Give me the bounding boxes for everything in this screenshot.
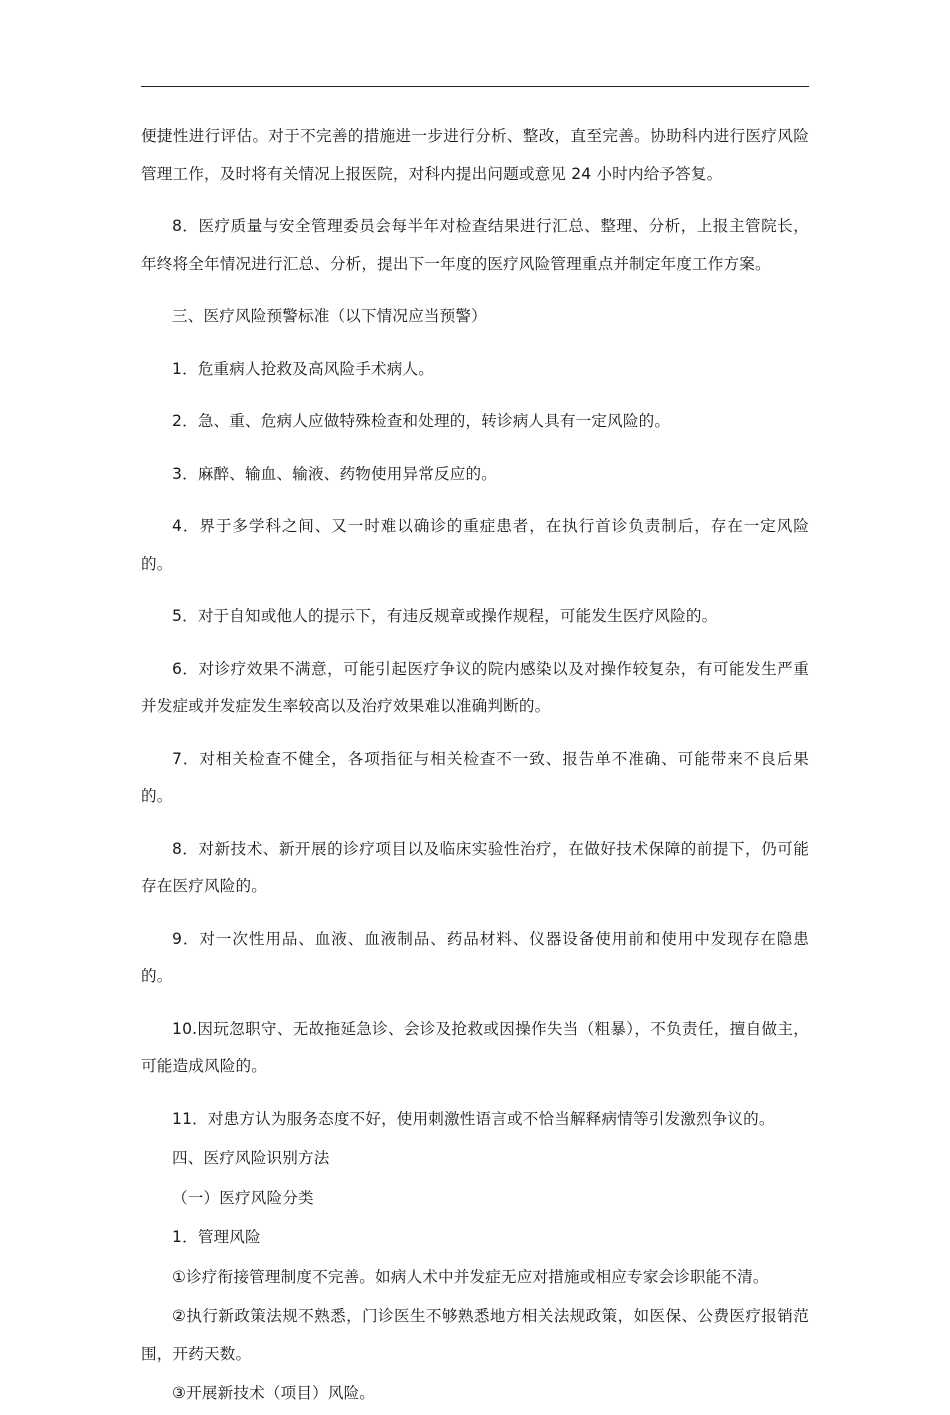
list-item: 2．急、重、危病人应做特殊检查和处理的，转诊病人具有一定风险的。: [172, 412, 671, 430]
list-item: ①诊疗衔接管理制度不完善。如病人术中并发症无应对措施或相应专家会诊职能不清。: [172, 1267, 769, 1286]
list-item: 6．对诊疗效果不满意，可能引起医疗争议的院内感染以及对操作较复杂，有可能发生严重并发症或并发症发生率较高以及治疗效果难以准确判断的。: [141, 659, 809, 715]
list-item: 5．对于自知或他人的提示下，有违反规章或操作规程，可能发生医疗风险的。: [172, 607, 718, 625]
list-item: 7．对相关检查不健全，各项指征与相关检查不一致、报告单不准确、可能带来不良后果的。: [141, 749, 809, 805]
list-item: 1．危重病人抢救及高风险手术病人。: [172, 359, 434, 378]
list-item: ②执行新政策法规不熟悉，门诊医生不够熟悉地方相关法规政策，如医保、公费医疗报销范围，开药天数。: [141, 1307, 809, 1363]
list-item: 4．界于多学科之间、又一时难以确诊的重症患者，在执行首诊负责制后，存在一定风险的。: [141, 517, 809, 573]
list-item: 11．对患方认为服务态度不好，使用刺激性语言或不恰当解释病情等引发激烈争议的。: [172, 1109, 775, 1128]
document-body: [141, 118, 809, 1415]
subsection-heading: （一）医疗风险分类: [172, 1188, 314, 1207]
list-item: 8．对新技术、新开展的诊疗项目以及临床实验性治疗，在做好技术保障的前提下，仍可能存在医疗风险的。: [141, 839, 809, 895]
paragraph: 8．医疗质量与安全管理委员会每半年对检查结果进行汇总、整理、分析，上报主管院长，年终将全年情况进行汇总、分析，提出下一年度的医疗风险管理重点并制定年度工作方案。: [141, 217, 809, 273]
header-rule: [141, 86, 809, 87]
section-heading: 三、医疗风险预警标准（以下情况应当预警）: [172, 307, 487, 325]
list-item: 9．对一次性用品、血液、血液制品、药品材料、仪器设备使用前和使用中发现存在隐患的。: [141, 929, 809, 985]
list-item: 3．麻醉、输血、输液、药物使用异常反应的。: [172, 464, 497, 483]
section-heading: 四、医疗风险识别方法: [172, 1149, 330, 1167]
list-item: 1．管理风险: [172, 1228, 261, 1246]
list-item: ③开展新技术（项目）风险。: [172, 1384, 376, 1402]
paragraph: 便捷性进行评估。对于不完善的措施进一步进行分析、整改，直至完善。协助科内进行医疗风险管理工作，及时将有关情况上报医院，对科内提出问题或意见 24 小时内给予答复。: [141, 127, 809, 183]
list-item: 10.因玩忽职守、无故拖延急诊、会诊及抢救或因操作失当（粗暴），不负责任，擅自做主，可能造成风险的。: [141, 1019, 809, 1075]
